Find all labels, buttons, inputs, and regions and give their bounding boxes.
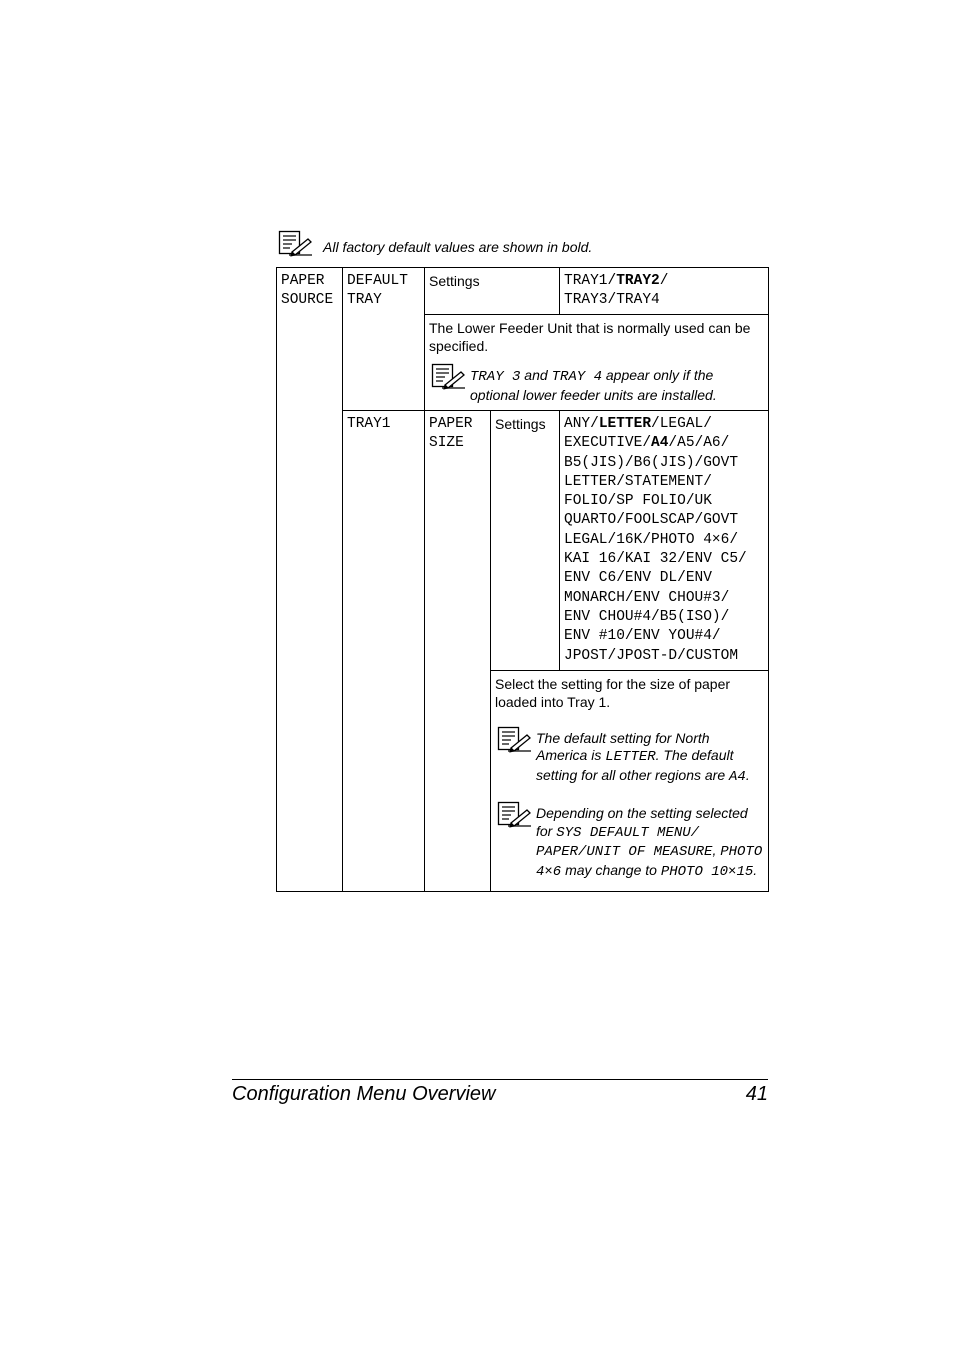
size-text: /A5/A6/: [668, 435, 730, 452]
tray1-label: TRAY1: [347, 416, 391, 432]
factory-default-note-text: All factory default values are shown in bold.: [323, 239, 593, 255]
paper-size-values: [560, 411, 769, 671]
size-line: ENV C6/ENV DL/ENV: [564, 570, 712, 587]
note-text: The default setting for North America is: [536, 729, 710, 764]
size-line: FOLIO/SP FOLIO/UK: [564, 493, 712, 510]
a4-text: A4: [729, 768, 746, 785]
note-text: .: [753, 861, 758, 878]
note-text: Depending on the setting selected for: [536, 805, 748, 839]
size-line: LEGAL/16K/PHOTO 4×6/: [564, 531, 739, 548]
default-tray-label: DEFAULT: [347, 273, 408, 289]
footer-title: Configuration Menu Overview: [232, 1083, 496, 1105]
size-line: LETTER/STATEMENT/: [564, 473, 712, 490]
tray-value: TRAY3/TRAY4: [564, 292, 660, 308]
note-text: appear only if the optional lower feeder units are installed.: [470, 367, 717, 403]
tray-value: /: [659, 273, 669, 289]
config-table: [276, 267, 769, 892]
size-text: /LEGAL/: [651, 416, 712, 432]
note-text: . The default setting for all other regions are: [536, 747, 734, 783]
default-tray-cell: [343, 268, 425, 411]
tray3-text: TRAY 3: [470, 369, 521, 385]
tray-value: TRAY1/: [564, 273, 617, 289]
size-line: ENV #10/ENV YOU#4/: [564, 628, 721, 645]
default-tray-description: The Lower Feeder Unit that is normally used can be specified.: [429, 320, 751, 354]
page-number: 41: [745, 1083, 768, 1105]
note-text: may change to: [561, 861, 661, 878]
size-line: KAI 16/KAI 32/ENV C5/: [564, 551, 747, 568]
paper-source-label: SOURCE: [281, 292, 334, 308]
page-footer: [232, 1079, 768, 1110]
paper-size-label: SIZE: [429, 435, 464, 451]
default-tray-settings-label: Settings: [425, 268, 560, 315]
note-icon: [497, 726, 533, 753]
tray-note: [429, 367, 764, 404]
note-icon: [497, 801, 533, 828]
size-line: MONARCH/ENV CHOU#3/: [564, 589, 730, 606]
paper-size-cell: [425, 411, 491, 892]
tray4-text: TRAY 4: [551, 369, 602, 385]
factory-default-note: [278, 230, 778, 256]
paper-source-label: PAPER: [281, 273, 325, 289]
letter-text: LETTER: [605, 749, 656, 766]
tray-default-bold: TRAY2: [616, 273, 660, 289]
default-tray-label: TRAY: [347, 292, 382, 308]
default-size-note: [495, 730, 764, 787]
tray1-description: Select the setting for the size of paper loaded into Tray 1.: [495, 675, 731, 710]
size-line: JPOST/JPOST-D/CUSTOM: [564, 647, 739, 664]
paper-source-cell: [277, 268, 343, 892]
tray1-settings-label: Settings: [491, 411, 560, 671]
default-tray-values: [560, 268, 769, 315]
note-icon: [431, 363, 467, 390]
tray1-cell: [343, 411, 425, 892]
size-line: B5(JIS)/B6(JIS)/GOVT: [564, 454, 739, 471]
note-icon: [278, 230, 314, 257]
note-text: and: [520, 367, 552, 383]
tray1-description-cell: [491, 670, 769, 891]
size-text: ANY/: [564, 416, 599, 432]
size-line: [564, 415, 764, 434]
photo-10x15-text: PHOTO 10×15: [660, 863, 754, 880]
menu-path-text: SYS DEFAULT MENU/ PAPER/UNIT OF MEASURE: [536, 824, 713, 861]
photo-4x6-text: PHOTO 4×6: [536, 844, 763, 880]
note-text: ,: [712, 842, 721, 859]
size-line: QUARTO/FOOLSCAP/GOVT: [564, 512, 739, 529]
size-line: [564, 434, 764, 453]
note-text: .: [745, 766, 750, 783]
paper-size-label: PAPER: [429, 416, 473, 432]
size-default-bold: A4: [651, 435, 669, 452]
photo-size-note: [495, 805, 764, 881]
size-default-bold: LETTER: [598, 416, 652, 432]
size-text: EXECUTIVE/: [564, 435, 652, 452]
default-tray-description-cell: [425, 315, 769, 411]
size-line: ENV CHOU#4/B5(ISO)/: [564, 608, 730, 625]
